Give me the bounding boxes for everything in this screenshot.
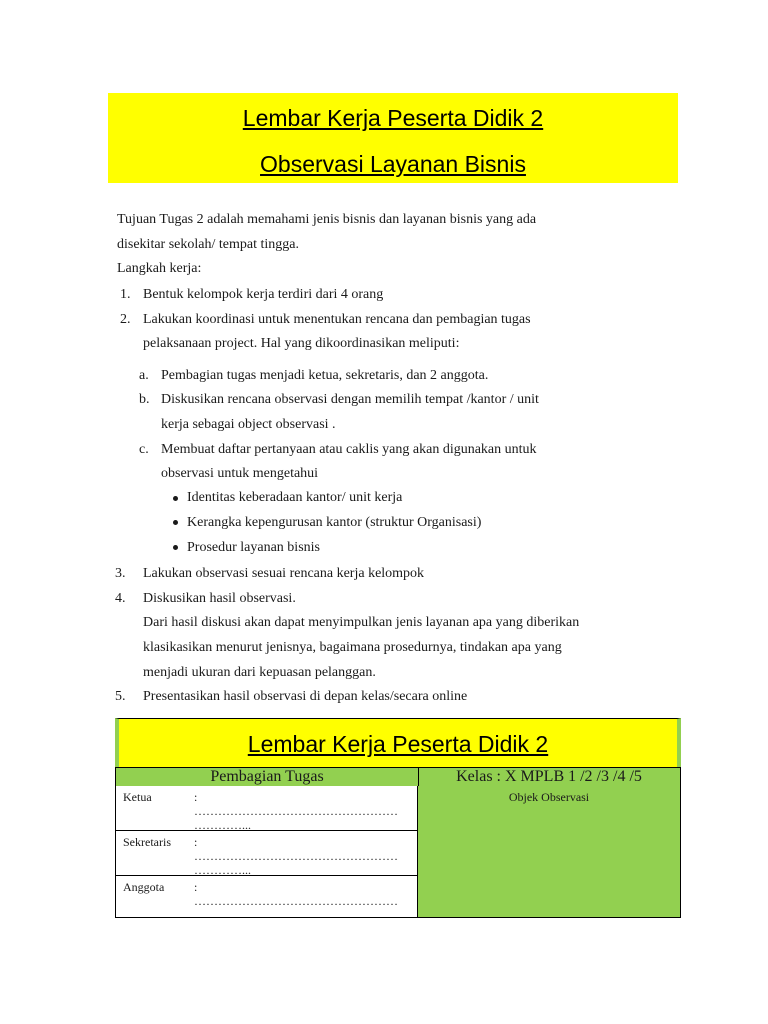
step-text: Lakukan observasi sesuai rencana kerja kelompok <box>143 566 425 581</box>
substep-text: Membuat daftar pertanyaan atau caklis yang akan digunakan untuk <box>161 442 537 457</box>
substep-text: Pembagian tugas menjadi ketua, sekretaris, dan 2 anggota. <box>161 368 489 383</box>
fill-in-dots[interactable]: …………………………………………… <box>194 849 398 863</box>
intro-line-1: Tujuan Tugas 2 adalah memahami jenis bisnis dan layanan bisnis yang ada <box>117 212 537 227</box>
step-text: Presentasikan hasil observasi di depan kelas/secara online <box>143 689 468 704</box>
objek-observasi-label: Objek Observasi <box>508 790 590 804</box>
step-number: 4. <box>115 591 126 606</box>
worksheet-title: Lembar Kerja Peserta Didik 2 <box>242 105 544 131</box>
step-detail-line: Dari hasil diskusi akan dapat menyimpulkan jenis layanan apa yang diberikan <box>143 615 580 630</box>
role-name: Sekretaris <box>123 835 171 849</box>
role-row-sekretaris <box>116 831 417 876</box>
role-colon: : <box>194 835 198 849</box>
table-title-row <box>115 718 681 767</box>
role-colon: : <box>194 790 198 804</box>
roles-cell <box>115 786 418 918</box>
table-title: Lembar Kerja Peserta Didik 2 <box>247 731 549 757</box>
step-number: 2. <box>120 312 131 327</box>
bullet-item: Kerangka kepengurusan kantor (struktur Organisasi) <box>187 515 482 530</box>
table-header-row <box>115 767 681 787</box>
step-text-continued: pelaksanaan project. Hal yang dikoordinasikan meliputi: <box>143 336 460 351</box>
fill-in-dots[interactable]: …………... <box>194 818 251 832</box>
bullet-dot <box>173 545 178 550</box>
substep-letter: b. <box>139 392 150 407</box>
substep-text: Diskusikan rencana observasi dengan memilih tempat /kantor / unit <box>161 392 539 407</box>
worksheet-header <box>108 93 678 183</box>
step-number: 5. <box>115 689 126 704</box>
bullet-dot <box>173 520 178 525</box>
role-name: Anggota <box>123 880 165 894</box>
substep-letter: a. <box>139 368 149 383</box>
role-row-ketua <box>116 786 417 831</box>
substep-letter: c. <box>139 442 149 457</box>
worksheet-subtitle: Observasi Layanan Bisnis <box>260 151 526 177</box>
substep-text-continued: observasi untuk mengetahui <box>161 466 319 481</box>
step-text: Bentuk kelompok kerja terdiri dari 4 orang <box>143 287 384 302</box>
col-header-pembagian-tugas: Pembagian Tugas <box>116 768 419 786</box>
step-text: Diskusikan hasil observasi. <box>143 591 296 606</box>
role-colon: : <box>194 880 198 894</box>
step-number: 3. <box>115 566 126 581</box>
substep-text-continued: kerja sebagai object observasi . <box>161 417 336 432</box>
role-name: Ketua <box>123 790 152 804</box>
objek-observasi-cell[interactable] <box>417 786 681 918</box>
step-detail-line: menjadi ukuran dari kepuasan pelanggan. <box>143 665 376 680</box>
col-header-kelas: Kelas : X MPLB 1 /2 /3 /4 /5 <box>456 768 642 785</box>
fill-in-dots[interactable]: …………………………………………… <box>194 804 398 818</box>
bullet-dot <box>173 496 178 501</box>
step-detail-line: klasikasikan menurut jenisnya, bagaimana prosedurnya, tindakan apa yang <box>143 640 562 655</box>
steps-label: Langkah kerja: <box>117 261 202 276</box>
intro-line-2: disekitar sekolah/ tempat tingga. <box>117 237 299 252</box>
fill-in-dots[interactable]: …………………………………………… <box>194 894 398 908</box>
bullet-item: Identitas keberadaan kantor/ unit kerja <box>187 490 403 505</box>
step-text: Lakukan koordinasi untuk menentukan rencana dan pembagian tugas <box>143 312 531 327</box>
role-row-anggota <box>116 876 417 917</box>
fill-in-dots[interactable]: …………... <box>194 863 251 877</box>
worksheet-table <box>115 718 681 918</box>
step-number: 1. <box>120 287 131 302</box>
bullet-item: Prosedur layanan bisnis <box>187 540 320 555</box>
